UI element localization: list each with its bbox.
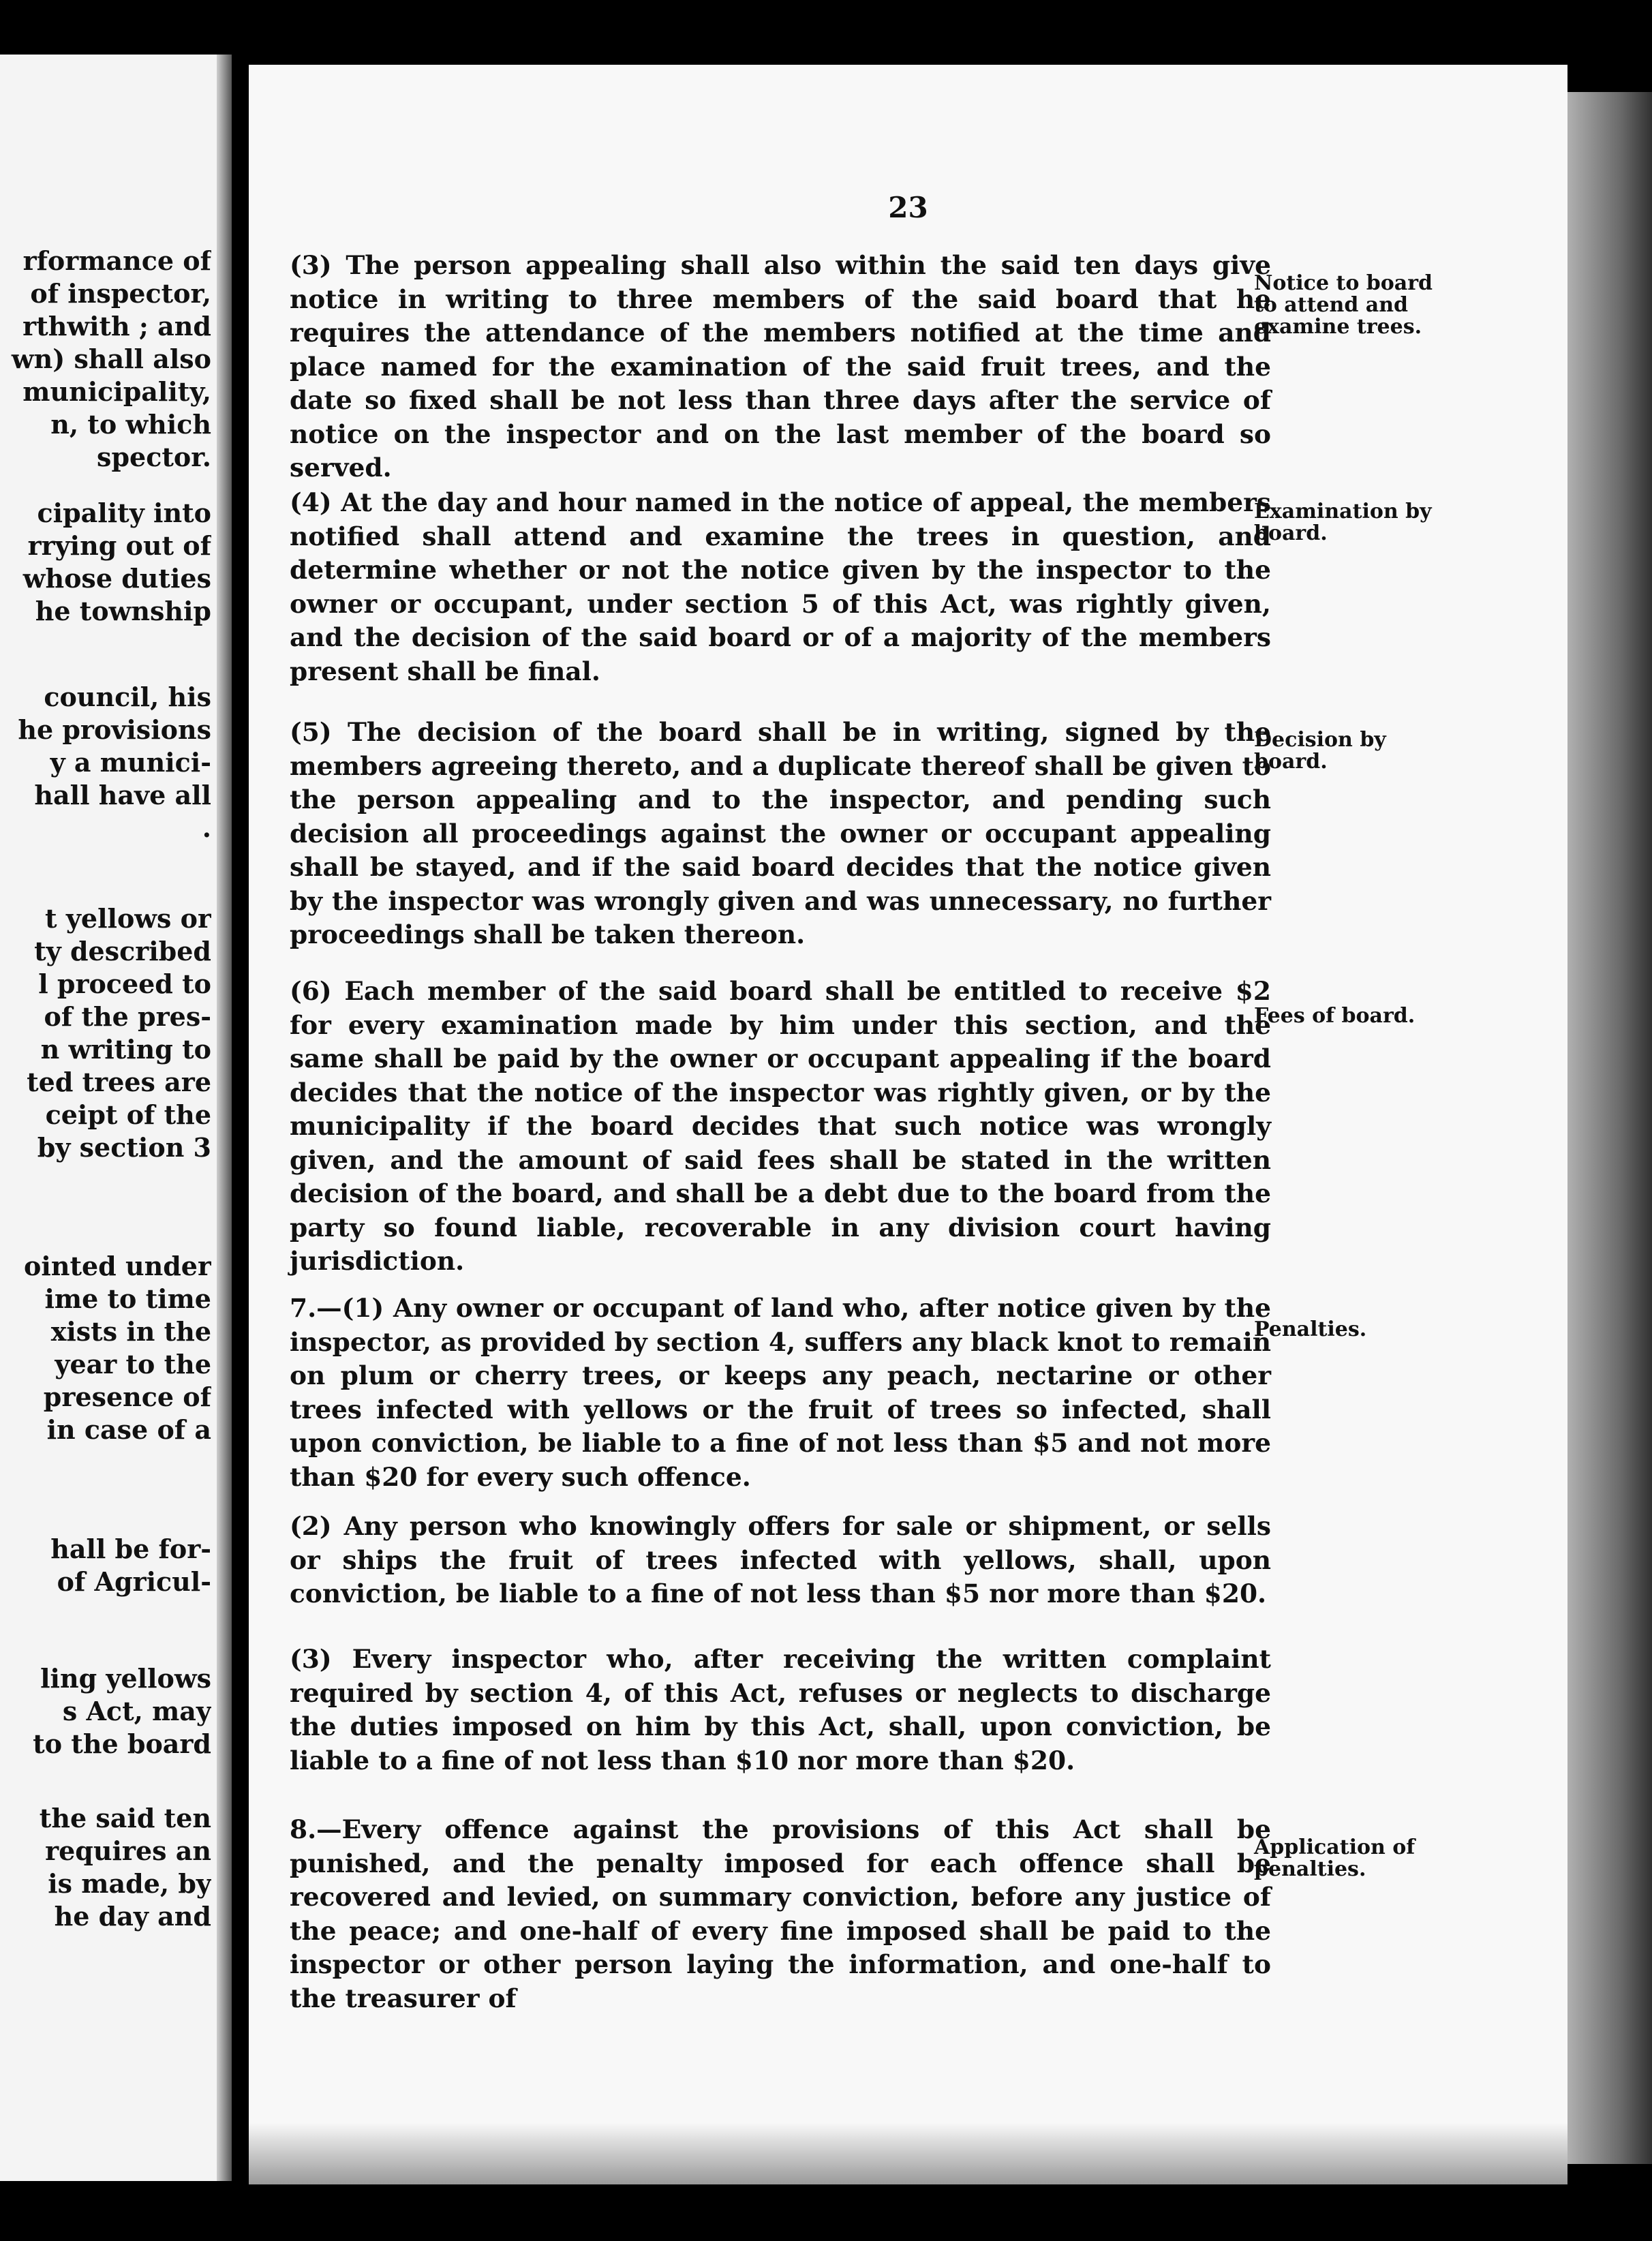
left-page-line: xists in the: [50, 1316, 211, 1347]
page-gutter-shadow: [217, 55, 232, 2181]
left-page-line: cipality into: [37, 498, 211, 528]
section-3-notice-paragraph: (3) The person appealing shall also within the said ten days give notice in writing to three members of the said board that he requires the attendance of the members notified at the time and place named for the examination of the said fruit trees, and the date so fixed shall be not less than three days after the service of notice on the inspector and on the last member of the board so served.: [290, 250, 1271, 483]
left-page-line: whose duties: [22, 563, 211, 594]
main-page: [249, 65, 1567, 2184]
page-number: 23: [888, 191, 928, 224]
left-page-line: ty described: [34, 936, 211, 966]
section-6-fees-paragraph: (6) Each member of the said board shall be entitled to receive $2 for every examination made by him under this section, and the same shall be paid by the owner or occupant appealing if the board decides that the notice of the inspector was rightly given, or by the municipality if the board decides that such notice was wrongly given, and the amount of said fees shall be stated in the written decision of the board, and shall be a debt due to the board from the party so found liable, recoverable in any division court having jurisdiction.: [290, 976, 1271, 1276]
left-page-line: requires an: [45, 1835, 211, 1866]
left-page-line: n writing to: [40, 1034, 211, 1065]
left-page-line: the said ten: [39, 1803, 211, 1833]
left-page-line: n, to which: [50, 409, 211, 440]
left-page-line: l proceed to: [38, 969, 211, 999]
page-edge-shadow: [1567, 92, 1652, 2164]
page-bottom-shadow: [249, 2123, 1567, 2184]
left-page-line: hall be for-: [50, 1534, 211, 1564]
left-page-line: by section 3: [37, 1132, 211, 1163]
left-page-line: he provisions: [18, 714, 211, 745]
left-page-line: ling yellows: [40, 1663, 211, 1694]
left-page-line: year to the: [55, 1349, 211, 1379]
left-page-line: of Agricul-: [57, 1566, 211, 1597]
left-page-line: ted trees are: [27, 1067, 211, 1097]
section-4-examination-paragraph: (4) At the day and hour named in the notice of appeal, the members notified shall attend and examine the trees in question, and determine whether or not the notice given by the inspector to the owner or occupant, under section 5 of this Act, was rightly given, and the decision of the said board or of a majority of the members present shall be final.: [290, 487, 1271, 686]
left-page-line: of the pres-: [44, 1001, 211, 1032]
left-page-line: ointed under: [24, 1251, 211, 1281]
section-7-2-paragraph: (2) Any person who knowingly offers for sale or shipment, or sells or ships the fruit of trees infected with yellows, shall, upon conviction, be liable to a fine of not less than $5 nor more than $20.: [290, 1511, 1271, 1609]
left-page-line: council, his: [44, 682, 211, 712]
margin-note-penalties: Penalties.: [1254, 1317, 1367, 1341]
left-page-line: municipality,: [22, 376, 211, 407]
left-page-line: in case of a: [46, 1414, 211, 1445]
margin-note-examination: Examination by board.: [1254, 500, 1432, 545]
section-7-1-penalties-paragraph: 7.—(1) Any owner or occupant of land who, after notice given by the inspector, as provided by section 4, suffers any black knot to remain on plum or cherry trees, or keeps any peach, nectarine or other trees infected with yellows or the fruit of trees so infected, shall upon conviction, be liable to a fine of not less than $5 and not more than $20 for every such offence.: [290, 1293, 1271, 1492]
section-5-decision-paragraph: (5) The decision of the board shall be in writing, signed by the members agreeing thereto, and a duplicate thereof shall be given to the person appealing and to the inspector, and pending such decision all proceedings against the owner or occupant appealing shall be stayed, and if the said board decides that the notice given by the inspector was wrongly given and was unnecessary, no further proceedings shall be taken thereon.: [290, 717, 1271, 949]
margin-note-notice-to-board: Notice to board to attend and examine trees.: [1254, 271, 1433, 339]
left-page-line: wn) shall also: [11, 344, 211, 374]
left-page-line: to the board: [33, 1728, 211, 1759]
left-page-line: rthwith ; and: [22, 311, 211, 341]
margin-note-fees: Fees of board.: [1254, 1004, 1416, 1028]
section-8-application-paragraph: 8.—Every offence against the provisions of this Act shall be punished, and the penalty imposed for each offence shall be recovered and levied, on summary conviction, before any justice of the peace; and one-half of every fine imposed shall be paid to the inspector or other person laying the information, and one-half to the treasurer of: [290, 1814, 1271, 2013]
left-page-line: rformance of: [22, 245, 211, 276]
left-page-line: t yellows or: [45, 903, 211, 934]
left-page-line: .: [202, 812, 211, 843]
left-page-line: y a munici-: [50, 747, 211, 778]
section-7-3-paragraph: (3) Every inspector who, after receiving the written complaint required by section 4, of this Act, refuses or neglects to discharge the duties imposed on him by this Act, shall, upon conviction, be liable to a fine of not less than $10 nor more than $20.: [290, 1644, 1271, 1775]
left-page-line: he township: [35, 596, 211, 626]
left-page-line: spector.: [97, 442, 211, 472]
left-page-line: rrying out of: [27, 530, 211, 561]
left-page-line: he day and: [54, 1901, 211, 1932]
left-page-line: ime to time: [44, 1283, 211, 1314]
margin-note-application: Application of penalties.: [1254, 1835, 1416, 1881]
left-page-line: ceipt of the: [45, 1099, 211, 1130]
left-page-line: hall have all: [34, 780, 211, 810]
left-page-line: is made, by: [48, 1868, 211, 1899]
left-page-line: s Act, may: [62, 1696, 211, 1726]
margin-note-decision: Decision by board.: [1254, 728, 1386, 774]
left-page-line: presence of: [43, 1382, 211, 1412]
left-page-fragment: [0, 55, 232, 2181]
left-page-line: of inspector,: [30, 278, 211, 309]
